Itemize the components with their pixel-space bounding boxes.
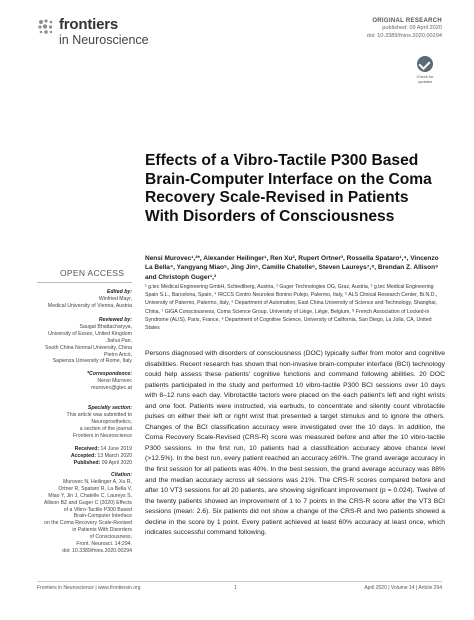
edited-by-label: Edited by: [106, 289, 132, 295]
doi[interactable]: doi: 10.3389/fnins.2020.00294 [366, 32, 442, 39]
correspondence [37, 371, 132, 392]
abstract-text: Persons diagnosed with disorders of consciousness (DOC) typically suffer from motor and cognitive disabilities. Recent research has shown that non-invasive brain-computer interface (BCI) technology could help assess these patients' cognitive functions and command following abilities. 20 DOC patients participated in the study and performed 10 vibro-tactile P300 BCI sessions over 10 days with 8–12 runs each day. Vibrotactile tactors were placed on the each patient's left and right wrists and one foot. Patients were instructed, via earbuds, to concentrate and silently count vibrotactile pulses on either their left or right wrist that presented a target stimulus and to ignore the others. Changes of the BCI classification accuracy were investigated over the 10 days. In addition, the Coma Recovery Scale-Revised (CRS-R) score was measured before and after the 10 vibro-tactile P300 sessions. In the first run, 10 patients had a classification accuracy above chance level (>12.5%). In the best run, every patient reached an accuracy ≥60%. The grand average accuracy in the first session for all patients was 40%. In the best session, the grand average accuracy was 88% and the median accuracy across all sessions was 21%. The CRS-R scores compared before and after 10 VT3 sessions for all 20 patients, are showing significant improvement (p = 0.024). Twelve of the twenty patients showed an improvement of 1 to 7 points in the CRS-R score after the VT3 BCI sessions (mean: 2.6). Six patients did not show a change of the CRS-R and two patients showed a decline in the score by 1 point. Every patient achieved at least 60% accuracy at least once, which indicates successful command following. [145, 350, 445, 537]
brand-name: frontiers [59, 16, 119, 33]
sidebar-divider [37, 282, 132, 283]
article-title: Effects of a Vibro-Tactile P300 Based Brain-Computer Interface on the Coma Recovery Scale-Revised in Patients With Disorders of Consciousness [145, 152, 432, 225]
reviewed-by [37, 317, 132, 365]
edited-by-value: Winfried Mayr, Medical University of Vienna, Austria [47, 295, 132, 309]
check-updates-label: Check for updates [416, 74, 434, 84]
frontiers-logo-icon [37, 18, 55, 36]
received-date: 14 June 2019 [100, 446, 132, 452]
reviewed-by-label: Reviewed by: [98, 317, 132, 323]
dates [37, 446, 132, 467]
citation-value: Murovec N, Heilinger A, Xu R, Ortner R, Spataro R, La Bella V, Miao Y, Jin J, Chatelle C, Laureys S, Allison BZ and Guger C (2020) Effects of a Vibro-Tactile P300 Based Brain-Computer Interface on the Coma Recovery Scale-Revised in Patients With Disorders of Consciousness. Front. Neurosci. 14:294. doi: 10.3389/fnins.2020.00294 [43, 478, 132, 554]
correspondence-value[interactable]: Nensi Murovec murovec@gtec.at [91, 377, 132, 391]
footer-journal-link[interactable]: Frontiers in Neuroscience | www.frontiersin.org [37, 585, 141, 591]
accepted-date: 13 March 2020 [97, 452, 132, 459]
check-updates-icon [417, 56, 433, 72]
article-meta [272, 18, 442, 40]
journal-name: in Neuroscience [59, 33, 149, 47]
check-for-updates-button[interactable] [412, 56, 438, 86]
affiliations: ¹ g.tec Medical Engineering GmbH, Schiedlberg, Austria, ² Guger Technologies OG, Graz, Austria, ³ g.tec Medical Engineering Spain S.L., Barcelona, Spain, ⁴ IRCCS Centro Neurolesi Bonino Pulejo, Palermo, Italy, ⁵ ALS Clinical Research Center, Bi.N.D., University of Palermo, Palermo, Italy, ⁶ Department of Automation, East China University of Science and Technology, Shanghai, China, ⁷ GIGA Consciousness, Coma Science Group, University of Liège, Liège, Belgium, ⁸ French Association of Locked-in Syndrome (ALIS), Paris, France, ⁹ Department of Cognitive Science, University of California, San Diego, La Jolla, CA, United States [145, 284, 438, 332]
journal-logo[interactable] [37, 16, 197, 50]
specialty-value: This article was submitted to Neuroprosthetics, a section of the journal Frontiers in Neuroscience [66, 411, 132, 439]
specialty-label: Specialty section: [87, 405, 132, 411]
citation-label: Citation: [110, 472, 132, 478]
correspondence-label: *Correspondence: [87, 371, 132, 377]
edited-by [37, 289, 132, 310]
published-label: Published: [73, 459, 101, 466]
page-number: 1 [234, 585, 237, 591]
footer-issue: April 2020 | Volume 14 | Article 294 [364, 585, 442, 591]
citation [37, 472, 132, 555]
accepted-label: Accepted: [70, 452, 96, 459]
reviewed-by-value: Saugat Bhattacharyya, University of Essex, United Kingdom Jiahui Pan, South China Normal University, China Pietro Aricò, Sapienza University of Rome, Italy [45, 323, 132, 365]
open-access-label: OPEN ACCESS [60, 268, 125, 278]
article-type: ORIGINAL RESEARCH [372, 18, 442, 24]
footer-divider [37, 581, 442, 582]
author-list: Nensi Murovec¹,²*, Alexander Heilinger¹, Ren Xu², Rupert Ortner³, Rossella Spataro¹,⁴, Vincenzo La Bella⁴, Yangyang Miao⁵, Jing Jin⁵, Camille Chatelle⁶, Steven Laureys⁷,⁸, Brendan Z. Allison⁹ and Christoph Guger¹,² [145, 255, 439, 281]
specialty-section [37, 405, 132, 440]
published-date-side: 09 April 2020 [101, 459, 132, 466]
published-date: published: 09 April 2020 [382, 25, 442, 32]
received-label: Received: [74, 446, 100, 452]
